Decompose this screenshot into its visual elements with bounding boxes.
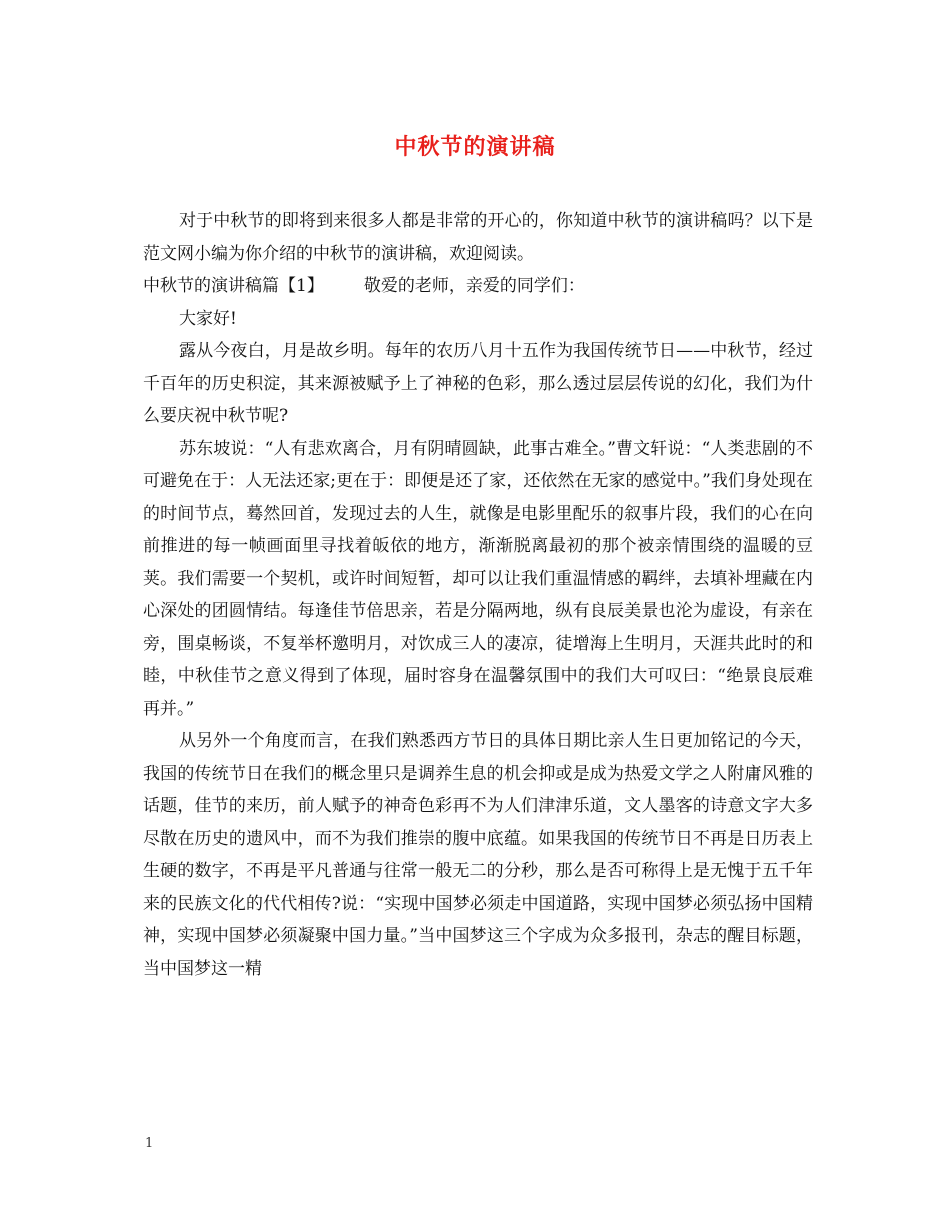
- section-heading: 中秋节的演讲稿篇【1】: [143, 276, 324, 296]
- body-paragraph-1: 露从今夜白，月是故乡明。每年的农历八月十五作为我国传统节日——中秋节，经过千百年的历史积淀，其来源被赋予上了神秘的色彩，那么透过层层传说的幻化，我们为什么要庆祝中秋节呢?: [143, 341, 813, 426]
- body-paragraph-3: 从另外一个角度而言，在我们熟悉西方节日的具体日期比亲人生日更加铭记的今天，我国的传统节日在我们的概念里只是调养生息的机会抑或是成为热爱文学之人附庸风雅的话题，佳节的来历，前人赋予的神奇色彩再不为人们津津乐道，文人墨客的诗意文字大多尽散在历史的遗风中，而不为我们推崇的腹中底蕴。如果我国的传统节日不再是日历表上生硬的数字，不再是平凡普通与往常一般无二的分秒，那么是否可称得上是无愧于五千年来的民族文化的代代相传?说：“实现中国梦必须走中国道路，实现中国梦必须弘扬中国精神，实现中国梦必须凝聚中国力量。”当中国梦这三个字成为众多报刊，杂志的醒目标题，当中国梦这一精: [143, 731, 813, 979]
- body-paragraph-2: 苏东坡说：“人有悲欢离合，月有阴晴圆缺，此事古难全。”曹文轩说：“人类悲剧的不可避免在于：人无法还家;更在于：即便是还了家，还依然在无家的感觉中。”我们身处现在的时间节点，蓦然回首，发现过去的人生，就像是电影里配乐的叙事片段，我们的心在向前推进的每一帧画面里寻找着皈依的地方，渐渐脱离最初的那个被亲情围绕的温暖的豆荚。我们需要一个契机，或许时间短暂，却可以让我们重温情感的羁绊，去填补埋藏在内心深处的团圆情结。每逢佳节倍思亲，若是分隔两地，纵有良辰美景也沦为虚设，有亲在旁，围桌畅谈，不复举杯邀明月，对饮成三人的凄凉，徒增海上生明月，天涯共此时的和睦，中秋佳节之意义得到了体现，届时容身在温馨氛围中的我们大可叹曰：“绝景良辰难再并。”: [143, 438, 813, 719]
- page-number: 1: [145, 1136, 154, 1151]
- intro-paragraph: 对于中秋节的即将到来很多人都是非常的开心的，你知道中秋节的演讲稿吗？以下是范文网小编为你介绍的中秋节的演讲稿，欢迎阅读。: [143, 211, 813, 264]
- document-title: 中秋节的演讲稿: [394, 135, 556, 160]
- greeting: 大家好!: [179, 308, 237, 329]
- section-line: [143, 270, 813, 303]
- document-body: [143, 205, 813, 985]
- salutation: 敬爱的老师，亲爱的同学们：: [363, 276, 585, 296]
